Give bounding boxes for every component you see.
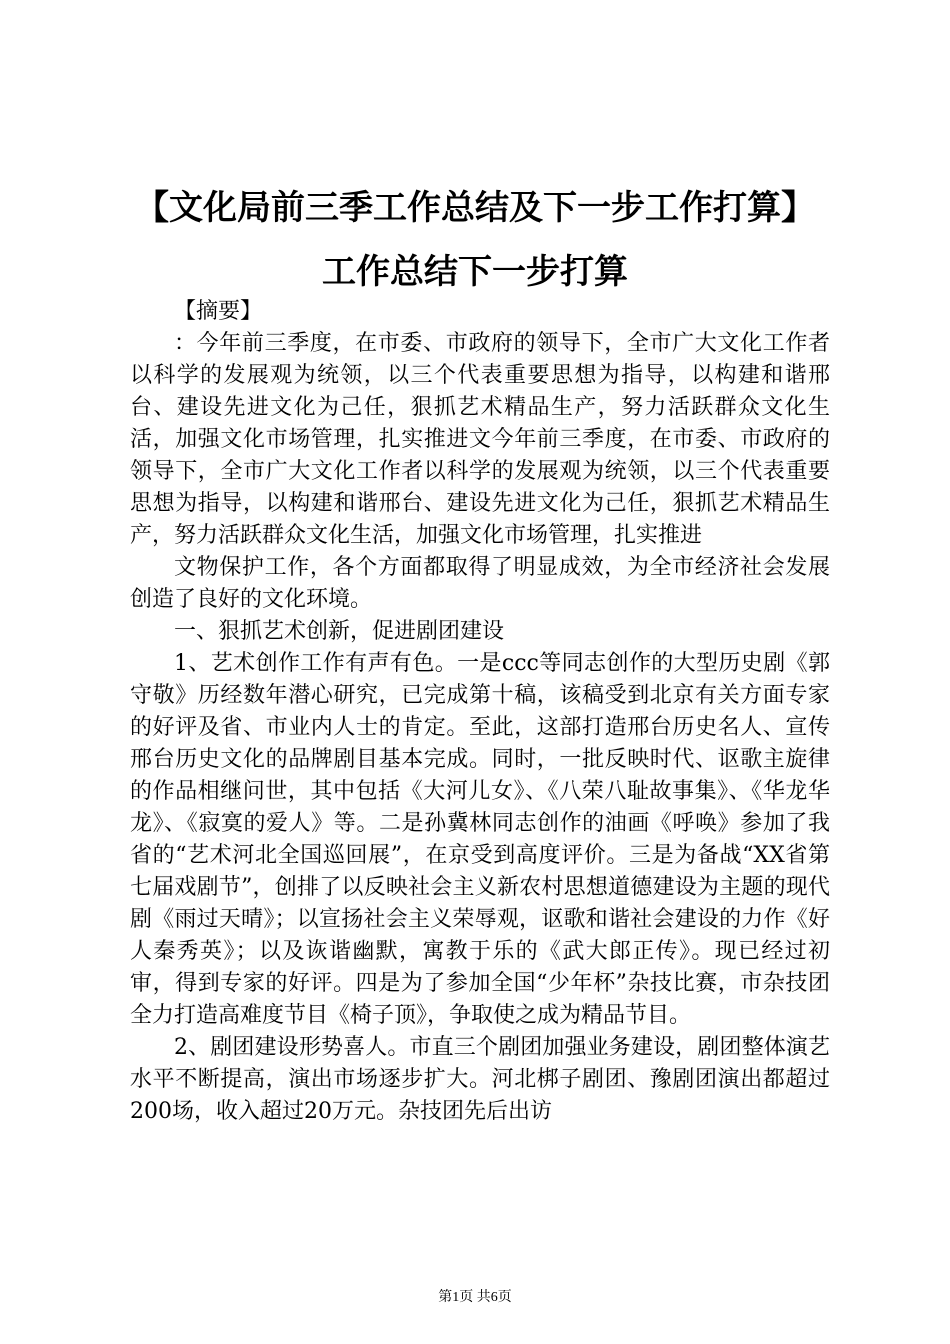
section-heading-1: 一、狠抓艺术创新，促进剧团建设 [174,619,505,644]
paragraph-abstract: ：今年前三季度，在市委、市政府的领导下，全市广大文化工作者以科学的发展观为统领，以三个代表重要思想为指导，以构建和谐邢台、建设先进文化为己任，狠抓艺术精品生产，努力活跃群众文化生活，加强文化市场管理，扎实推进文今年前三季度，在市委、市政府的领导下，全市广大文化工作者以科学的发展观为统领，以三个代表重要思想为指导，以构建和谐邢台、建设先进文化为己任，狠抓艺术精品生产，努力活跃群众文化生活，加强文化市场管理，扎实推进 [130,331,830,548]
page-footer: 第1页 共6页 [438,1290,512,1305]
paragraph-troupe-building: 2、剧团建设形势喜人。市直三个剧团加强业务建设，剧团整体演艺水平不断提高，演出市场逐步扩大。河北梆子剧团、豫剧团演出都超过200场，收入超过20万元。杂技团先后出访 [130,1035,830,1124]
abstract-label: 【摘要】 [174,299,263,324]
document-title-line-2: 工作总结下一步打算 [322,252,628,292]
paragraph-relics: 文物保护工作，各个方面都取得了明显成效，为全市经济社会发展创造了良好的文化环境。 [130,555,830,612]
document-title-line-1: 【文化局前三季工作总结及下一步工作打算】 [135,188,815,228]
document-body [130,296,830,1128]
paragraph-art-creation: 1、艺术创作工作有声有色。一是ccc等同志创作的大型历史剧《郭守敬》历经数年潜心研究，已完成第十稿，该稿受到北京有关方面专家的好评及省、市业内人士的肯定。至此，这部打造邢台历史名人、宣传邢台历史文化的品牌剧目基本完成。同时，一批反映时代、讴歌主旋律的作品相继问世，其中包括《大河儿女》、《八荣八耻故事集》、《华龙华龙》、《寂寞的爱人》等。二是孙冀林同志创作的油画《呼唤》参加了我省的“艺术河北全国巡回展”，在京受到高度评价。三是为备战“XX省第七届戏剧节”，创排了以反映社会主义新农村思想道德建设为主题的现代剧《雨过天晴》；以宣扬社会主义荣辱观，讴歌和谐社会建设的力作《好人秦秀英》；以及诙谐幽默，寓教于乐的《武大郎正传》。现已经过初审，得到专家的好评。四是为了参加全国“少年杯”杂技比赛，市杂技团全力打造高难度节目《椅子顶》，争取使之成为精品节目。 [130,651,830,1028]
